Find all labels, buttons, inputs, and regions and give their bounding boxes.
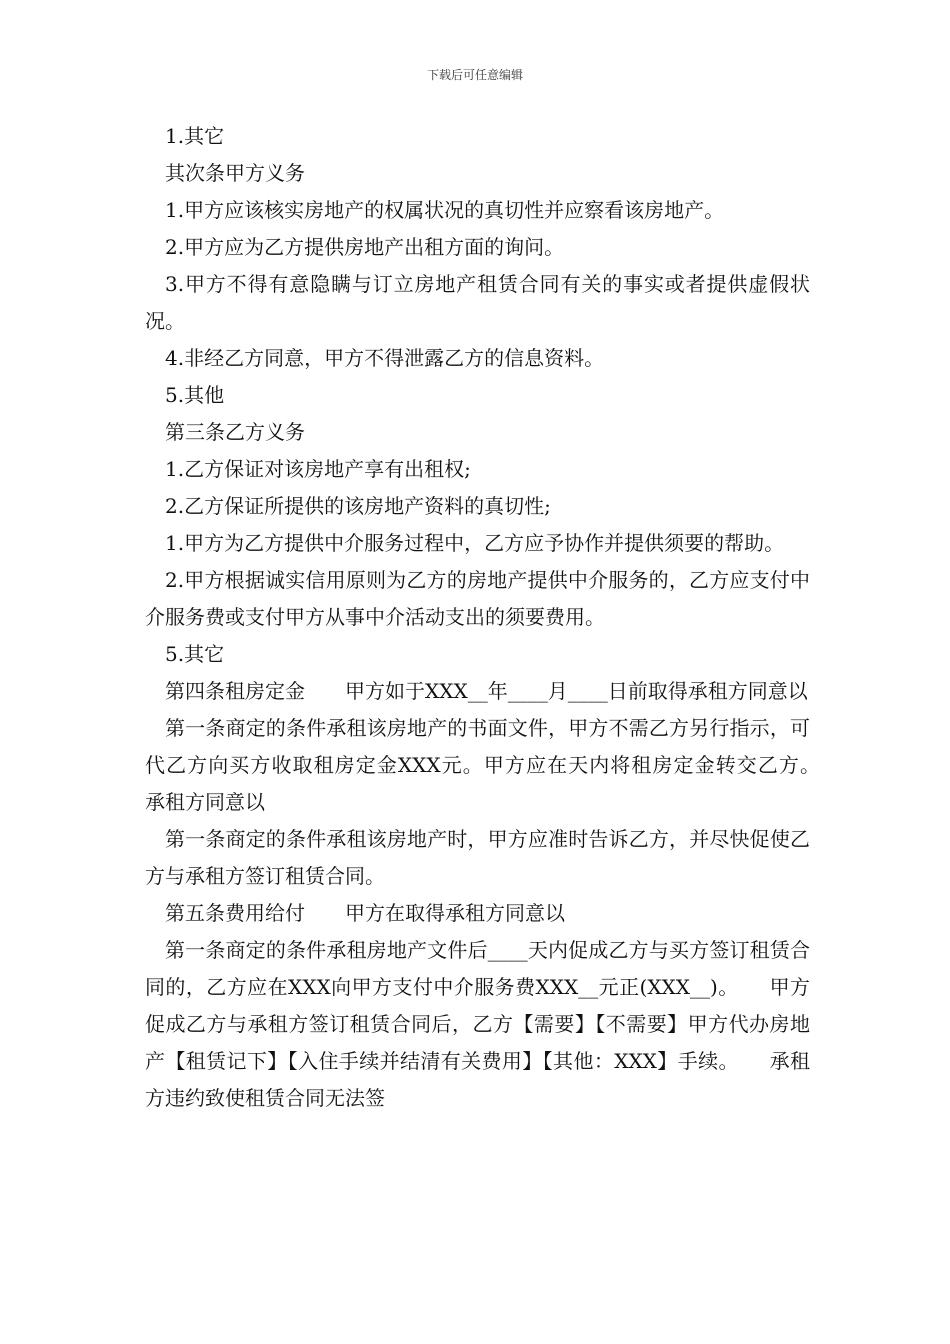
paragraph: 第一条商定的条件承租房地产文件后____天内促成乙方与买方签订租赁合同的，乙方应在XXX向甲方支付中介服务费XXX__元正(XXX__)。 甲方促成乙方与承租方签订租赁合同后，乙方【需要】【不需要】甲方代办房地产【租赁记下】【入住手续并结清有关费用】【其他：XXX】手续。 承租方违约致使租赁合同无法签 (145, 938, 810, 1110)
document-body (145, 118, 850, 1117)
paragraph: 1.其它 (165, 124, 225, 148)
paragraph: 5.其它 (165, 642, 225, 666)
paragraph: 3.甲方不得有意隐瞒与订立房地产租赁合同有关的事实或者提供虚假状况。 (145, 272, 810, 333)
paragraph: 2.甲方应为乙方提供房地产出租方面的询问。 (165, 235, 565, 259)
paragraph: 第一条商定的条件承租该房地产的书面文件，甲方不需乙方另行指示，可代乙方向买方收取租房定金XXX元。甲方应在天内将租房定金转交乙方。 承租方同意以 (145, 716, 850, 814)
paragraph: 1.乙方保证对该房地产享有出租权; (165, 457, 471, 481)
paragraph: 其次条甲方义务 (165, 161, 305, 185)
paragraph: 第五条费用给付 甲方在取得承租方同意以 (165, 901, 565, 925)
paragraph: 第一条商定的条件承租该房地产时，甲方应准时告诉乙方，并尽快促使乙方与承租方签订租赁合同。 (145, 827, 810, 888)
paragraph: 1.甲方应该核实房地产的权属状况的真切性并应察看该房地产。 (165, 198, 725, 222)
paragraph: 第四条租房定金 甲方如于XXX__年____月____日前取得承租方同意以 (165, 679, 808, 703)
paragraph: 2.乙方保证所提供的该房地产资料的真切性; (165, 494, 551, 518)
paragraph: 1.甲方为乙方提供中介服务过程中，乙方应予协作并提供须要的帮助。 (165, 531, 785, 555)
page-header: 下载后可任意编辑 (426, 68, 523, 82)
paragraph: 4.非经乙方同意，甲方不得泄露乙方的信息资料。 (165, 346, 605, 370)
paragraph: 2.甲方根据诚实信用原则为乙方的房地产提供中介服务的，乙方应支付中介服务费或支付甲方从事中介活动支出的须要费用。 (145, 568, 810, 629)
paragraph: 第三条乙方义务 (165, 420, 305, 444)
paragraph: 5.其他 (165, 383, 225, 407)
